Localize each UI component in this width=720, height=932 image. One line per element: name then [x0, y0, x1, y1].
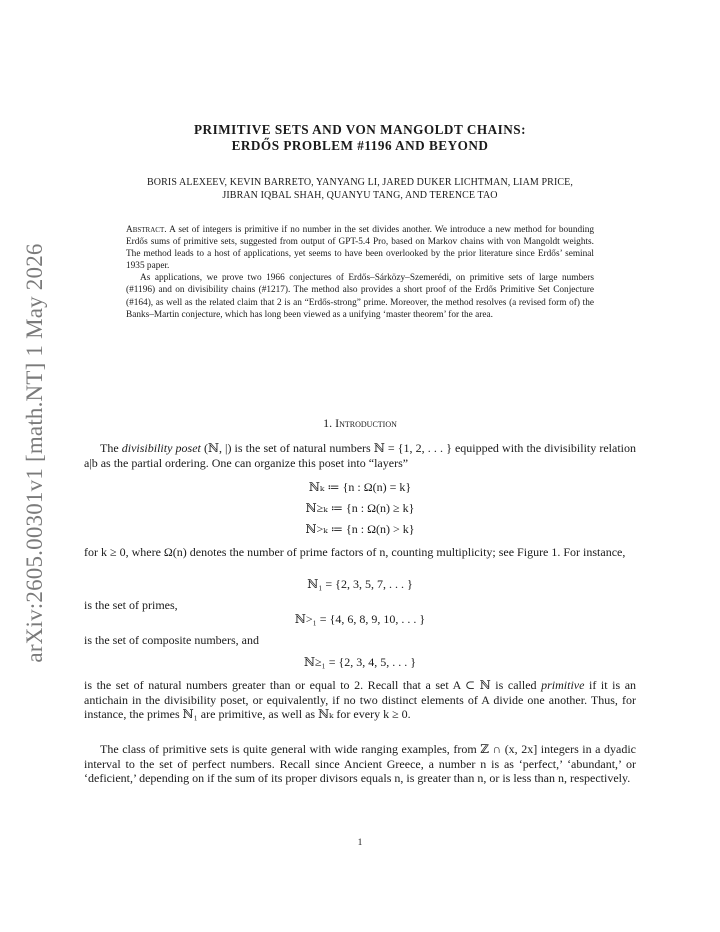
equation-layer-gt-k: ℕ>ₖ ≔ {n : Ω(n) > k} — [305, 522, 415, 536]
intro-paragraph-6: The class of primitive sets is quite general with wide ranging examples, from ℤ ∩ (x, 2x] integers in a dyadic interval to the set of perfect numbers. Recall since Ancient Greece, a number n is as ‘perfect,’ ‘abundant,’ or ‘deficient,’ depending on if the sum of its proper divisors equals n, is greater than n, or is less than n, respectively. — [84, 742, 636, 786]
abstract-paragraph-1 — [126, 224, 594, 272]
authors-line-1: BORIS ALEXEEV, KEVIN BARRETO, YANYANG LI, JARED DUKER LICHTMAN, LIAM PRICE, — [147, 177, 573, 188]
intro-paragraph-1 — [84, 441, 636, 470]
page-number: 1 — [357, 838, 363, 848]
abstract — [126, 224, 594, 321]
intro-paragraph-4: is the set of composite numbers, and — [84, 633, 259, 647]
term-divisibility-poset: divisibility poset — [121, 441, 201, 455]
equation-geq-two: ℕ≥₁ = {2, 3, 4, 5, . . . } — [303, 655, 417, 669]
intro-paragraph-3: is the set of primes, — [84, 598, 178, 612]
abstract-text-1: A set of integers is primitive if no number in the set divides another. We introduce a new method for bounding Erdős sums of primitive sets, suggested from output of GPT-5.4 Pro, based on Markov chains with von Mangoldt weights. The method leads to a host of applications, yet seems to have been overlooked by the prior literature since Erdős’ seminal 1935 paper. — [126, 225, 594, 272]
para5-lead: is the set of natural numbers greater than or equal to 2. Recall that a set A ⊂ ℕ is called — [84, 678, 537, 692]
arxiv-identifier — [20, 243, 50, 663]
equation-layer-k: ℕₖ ≔ {n : Ω(n) = k} — [308, 480, 412, 494]
title-line-1: PRIMITIVE SETS AND VON MANGOLDT CHAINS: — [194, 122, 526, 137]
author-list — [84, 176, 636, 202]
abstract-label: Abstract. — [126, 225, 167, 235]
para1-rest: (ℕ, |) is the set of natural numbers ℕ = {1, 2, . . . } equipped with the divisibility relation a|b as the partial ordering. One can organize this poset into “layers” — [84, 441, 637, 470]
abstract-paragraph-2: As applications, we prove two 1966 conjectures of Erdős–Sárközy–Szemerédi, on primitive sets of large numbers (#1196) and on divisibility chains (#1217). The method also provides a short proof of the Erdős Primitive Set Conjecture (#164), as well as the related claim that 2 is an “Erdős-strong” prime. Moreover, the method resolves (a revised form of) the Banks–Martin conjecture, which has long been viewed as a unifying ‘master theorem’ for the area. — [126, 273, 594, 320]
intro-paragraph-5 — [84, 678, 636, 722]
para1-lead: The — [100, 441, 119, 455]
para5-rest: if it is an antichain in the divisibility poset, or equivalently, if no two distinct elements of A divide one another. Thus, for instance, the primes ℕ₁ are primitive, as well as ℕₖ for every k ≥ 0. — [84, 678, 637, 722]
section-heading: 1. Introduction — [323, 416, 397, 430]
paper-title — [90, 122, 630, 154]
arxiv-identifier-text: arXiv:2605.00301v1 [math.NT] 1 May 2026 — [22, 243, 47, 663]
term-primitive: primitive — [541, 678, 585, 692]
title-line-2: ERDŐS PROBLEM #1196 AND BEYOND — [231, 138, 489, 153]
authors-line-2: JIBRAN IQBAL SHAH, QUANYU TANG, AND TERENCE TAO — [222, 190, 498, 201]
equation-primes: ℕ₁ = {2, 3, 5, 7, . . . } — [307, 577, 413, 591]
intro-paragraph-2: for k ≥ 0, where Ω(n) denotes the number of prime factors of n, counting multiplicity; see Figure 1. For instance, — [84, 545, 626, 559]
equation-layer-geq-k: ℕ≥ₖ ≔ {n : Ω(n) ≥ k} — [305, 501, 415, 515]
equation-composites: ℕ>₁ = {4, 6, 8, 9, 10, . . . } — [294, 612, 426, 626]
